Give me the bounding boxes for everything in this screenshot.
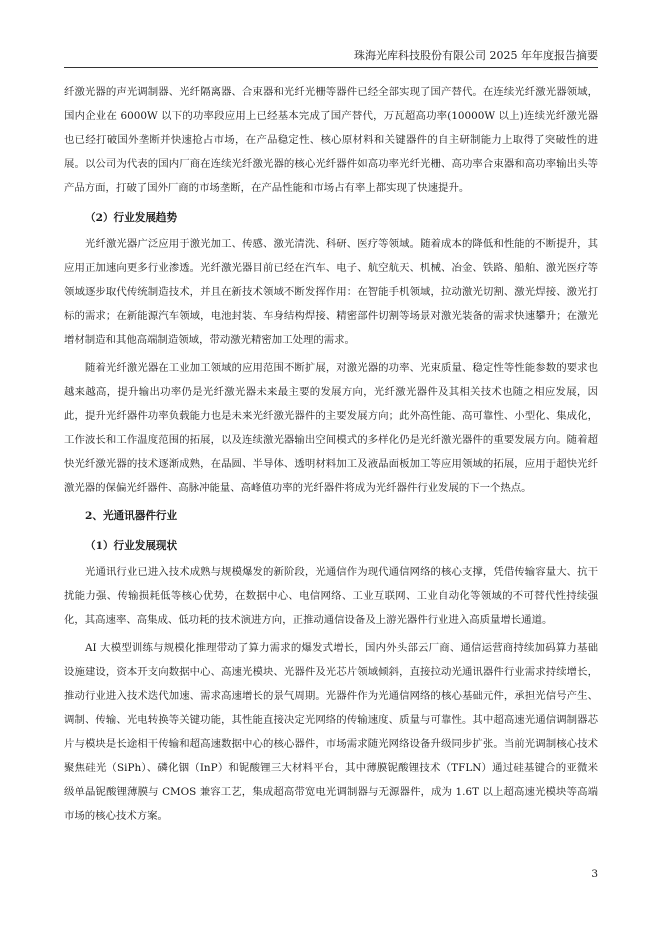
heading-optical-communication-industry: 2、光通讯器件行业	[85, 510, 178, 522]
paragraph-fiber-laser-localization: 纤激光器的声光调制器、光纤隔离器、合束器和光纤光栅等器件已经全部实现了国产替代。在连续光纤激光器领域，国内企业在 6000W 以下的功率段应用上已经基本完成了国产替代，万瓦超高功率(10000W 以上)连续光纤激光器也已经打破国外垄断并快速抢占市场，在产品稳定性、核心原材料和关键器件的自主研制能力上取得了突破性的进展。以公司为代表的国内厂商在连续光纤激光器的核心光纤器件如高功率光纤光栅、高功率合束器和高功率输出头等产品方面，打破了国外厂商的市场垄断，在产品性能和市场占有率上都实现了快速提升。	[64, 86, 598, 194]
page-header: 珠海光库科技股份有限公司 2025 年年度报告摘要	[354, 49, 598, 62]
heading-industry-status: （1）行业发展现状	[85, 540, 178, 552]
paragraph-optical-communication-overview: 光通讯行业已进入技术成熟与规模爆发的新阶段，光通信作为现代通信网络的核心支撑，凭借传输容量大、抗干扰能力强、传输损耗低等核心优势，在数据中心、电信网络、工业互联网、工业自动化等领域的不可替代性持续强化，其高速率、高集成、低功耗的技术演进方向，正推动通信设备及上游光器件行业进入高质量增长通道。	[64, 566, 598, 626]
paragraph-fiber-laser-applications: 光纤激光器广泛应用于激光加工、传感、激光清洗、科研、医疗等领域。随着成本的降低和性能的不断提升，其应用正加速向更多行业渗透。光纤激光器目前已经在汽车、电子、航空航天、机械、冶金、铁路、船舶、激光医疗等领域逐步取代传统制造技术，并且在新技术领域不断发挥作用：在智能手机领域，拉动激光切割、激光焊接、激光打标的需求；在新能源汽车领域，电池封装、车身结构焊接、精密部件切割等场景对激光装备的需求快速攀升；在激光增材制造和其他高端制造领域，带动激光精密加工处理的需求。	[64, 238, 598, 346]
heading-industry-trend: （2）行业发展趋势	[85, 212, 178, 224]
page-number: 3	[591, 868, 598, 880]
header-divider	[64, 67, 598, 68]
document-body	[64, 80, 598, 832]
paragraph-ai-demand: AI 大模型训练与规模化推理带动了算力需求的爆发式增长，国内外头部云厂商、通信运营商持续加码算力基础设施建设，资本开支向数据中心、高速光模块、光器件及光芯片领域倾斜，直接拉动光通讯器件行业需求持续增长，推动行业进入技术迭代加速、需求高速增长的景气周期。光器件作为光通信网络的核心基础元件，承担光信号产生、调制、传输、光电转换等关键功能，其性能直接决定光网络的传输速度、质量与可靠性。其中超高速光通信调制器芯片与模块是长途相干传输和超高速数据中心的核心器件，市场需求随光网络设备升级同步扩张。当前光调制核心技术聚焦硅光（SiPh）、磷化铟（InP）和铌酸锂三大材料平台，其中薄膜铌酸锂技术（TFLN）通过硅基键合的亚微米级单晶铌酸锂薄膜与 CMOS 兼容工艺，集成超高带宽电光调制器与无源器件，成为 1.6T 以上超高速光模块等高端市场的核心技术方案。	[64, 642, 598, 822]
paragraph-fiber-laser-development: 随着光纤激光器在工业加工领域的应用范围不断扩展，对激光器的功率、光束质量、稳定性等性能参数的要求也越来越高，提升输出功率仍是光纤激光器未来最主要的发展方向，光纤激光器件及其相关技术也随之相应发展，因此，提升光纤器件功率负载能力也是未来光纤激光器件的主要发展方向；此外高性能、高可靠性、小型化、集成化，工作波长和工作温度范围的拓展，以及连续激光器输出空间模式的多样化仍是光纤激光器件的重要发展方向。随着超快光纤激光器的技术逐渐成熟，在晶圆、半导体、透明材料加工及液晶面板加工等应用领域的拓展，应用于超快光纤激光器的保偏光纤器件、高脉冲能量、高峰值功率的光纤器件将成为光纤器件行业发展的下一个热点。	[64, 362, 598, 494]
